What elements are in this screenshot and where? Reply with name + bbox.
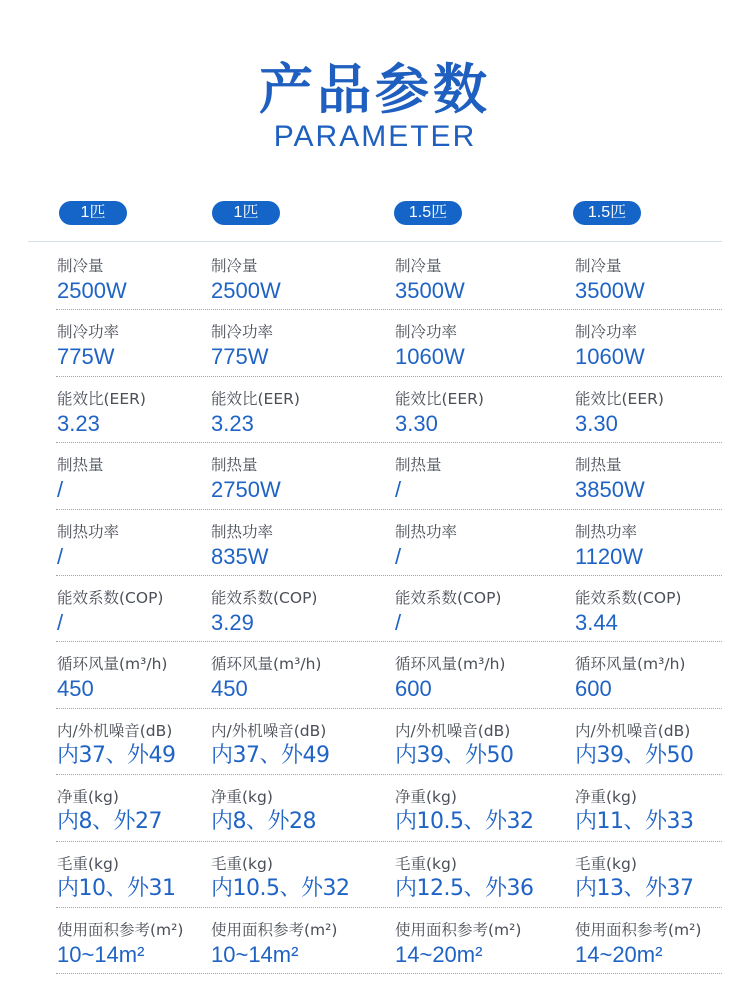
table-cell — [57, 389, 146, 438]
param-value: 内37、外49 — [211, 742, 330, 768]
model-badge: 1.5匹 — [573, 201, 641, 225]
table-cell — [211, 721, 330, 770]
table-cell — [575, 787, 694, 836]
param-label: 内/外机噪音(dB) — [211, 721, 327, 740]
param-value: 1060W — [395, 344, 465, 370]
param-value: 450 — [57, 676, 94, 702]
table-cell — [395, 854, 533, 903]
table-cell — [575, 322, 645, 371]
param-label: 制热功率 — [395, 522, 458, 541]
table-row — [0, 510, 750, 576]
table-cell — [211, 256, 281, 305]
param-value: / — [57, 609, 64, 635]
table-row — [0, 244, 750, 310]
param-value: 14~20m² — [395, 941, 483, 967]
param-label: 毛重(kg) — [395, 854, 457, 873]
param-label: 制冷量 — [395, 257, 442, 275]
param-value: 内8、外27 — [57, 809, 162, 835]
param-value: 2500W — [57, 278, 127, 303]
table-cell — [575, 389, 664, 438]
param-label: 制热量 — [211, 456, 258, 475]
param-value: 10~14m² — [211, 941, 299, 967]
param-label: 毛重(kg) — [211, 854, 273, 873]
model-badge: 1匹 — [59, 201, 127, 225]
param-label: 净重(kg) — [211, 788, 273, 807]
table-row — [0, 310, 750, 376]
param-value: 内10、外31 — [57, 875, 176, 901]
param-label: 内/外机噪音(dB) — [57, 721, 173, 740]
table-cell — [211, 455, 281, 504]
param-value: 1120W — [575, 543, 644, 569]
param-label: 循环风量(m³/h) — [395, 655, 506, 674]
table-cell — [395, 721, 514, 770]
param-value: 2750W — [211, 477, 281, 503]
param-value: 内10.5、外32 — [211, 875, 350, 901]
table-cell — [211, 920, 337, 969]
param-value: 2500W — [211, 278, 281, 303]
param-value: 600 — [395, 676, 432, 702]
table-cell — [211, 787, 316, 836]
table-cell — [395, 389, 484, 438]
param-value: 内11、外33 — [575, 809, 694, 835]
page-subtitle: PARAMETER — [273, 120, 477, 153]
param-value: / — [395, 477, 402, 503]
param-value: 600 — [575, 676, 612, 702]
param-value: 775W — [211, 344, 269, 370]
param-label: 制冷功率 — [211, 323, 274, 342]
param-label: 毛重(kg) — [575, 854, 637, 873]
table-cell — [57, 322, 119, 371]
param-label: 制冷功率 — [395, 323, 458, 342]
table-cell — [395, 455, 442, 504]
table-row — [0, 377, 750, 443]
param-value: 3.30 — [575, 410, 618, 436]
param-label: 制热功率 — [575, 522, 638, 541]
param-label: 循环风量(m³/h) — [211, 655, 322, 674]
param-label: 制冷量 — [57, 257, 104, 275]
divider — [28, 241, 722, 242]
param-value: 3.30 — [395, 410, 438, 436]
param-label: 制热量 — [395, 456, 442, 475]
param-label: 使用面积参考(m²) — [57, 920, 184, 939]
param-label: 制热量 — [575, 456, 622, 475]
param-value: 内39、外50 — [575, 742, 694, 768]
param-label: 能效比(EER) — [575, 389, 664, 408]
param-label: 能效比(EER) — [395, 389, 484, 408]
table-cell — [575, 721, 694, 770]
param-value: 3.23 — [57, 410, 100, 436]
param-value: 3.23 — [211, 410, 254, 436]
table-cell — [395, 654, 505, 703]
table-row — [0, 443, 750, 509]
table-row — [0, 709, 750, 775]
table-cell — [395, 920, 521, 969]
table-cell — [57, 654, 167, 703]
param-label: 使用面积参考(m²) — [395, 920, 522, 939]
param-value: 835W — [211, 543, 269, 569]
param-label: 能效系数(COP) — [211, 588, 318, 607]
table-cell — [57, 721, 176, 770]
param-label: 制冷功率 — [575, 323, 638, 342]
page-title: 产品参数 — [259, 58, 491, 121]
param-label: 制热功率 — [211, 522, 274, 541]
param-value: / — [57, 477, 64, 503]
table-row — [0, 642, 750, 708]
table-cell — [575, 854, 694, 903]
param-label: 能效系数(COP) — [395, 588, 502, 607]
table-cell — [57, 455, 104, 504]
table-cell — [57, 588, 163, 637]
param-value: 3.44 — [575, 609, 618, 635]
param-value: 内10.5、外32 — [395, 809, 534, 835]
table-cell — [395, 256, 465, 305]
param-value: 3.29 — [211, 609, 254, 635]
param-label: 能效系数(COP) — [575, 588, 682, 607]
table-cell — [211, 588, 317, 637]
param-label: 使用面积参考(m²) — [575, 920, 702, 939]
parameter-table — [0, 244, 750, 974]
table-cell — [57, 787, 162, 836]
table-cell — [575, 654, 685, 703]
table-cell — [575, 588, 681, 637]
table-cell — [211, 654, 321, 703]
param-value: 内39、外50 — [395, 742, 514, 768]
param-label: 内/外机噪音(dB) — [575, 721, 691, 740]
table-cell — [395, 522, 457, 571]
table-cell — [575, 522, 643, 571]
row-divider — [56, 973, 722, 974]
param-label: 能效比(EER) — [211, 389, 300, 408]
table-row — [0, 775, 750, 841]
param-label: 循环风量(m³/h) — [57, 655, 168, 674]
param-value: 1060W — [575, 344, 645, 370]
param-value: 14~20m² — [575, 941, 663, 967]
param-value: 内8、外28 — [211, 809, 316, 835]
table-cell — [395, 787, 533, 836]
param-label: 制热量 — [57, 456, 104, 475]
param-value: / — [395, 609, 402, 635]
param-label: 使用面积参考(m²) — [211, 920, 338, 939]
table-cell — [395, 588, 501, 637]
param-label: 制冷量 — [211, 257, 258, 275]
param-value: 450 — [211, 676, 248, 702]
table-row — [0, 908, 750, 974]
table-cell — [57, 256, 127, 305]
table-cell — [211, 522, 273, 571]
table-row — [0, 576, 750, 642]
param-label: 净重(kg) — [395, 788, 457, 807]
table-cell — [211, 322, 273, 371]
param-value: 10~14m² — [57, 941, 145, 967]
param-value: 775W — [57, 344, 115, 370]
param-label: 净重(kg) — [575, 788, 637, 807]
param-label: 能效系数(COP) — [57, 588, 164, 607]
table-row — [0, 842, 750, 908]
param-label: 毛重(kg) — [57, 854, 119, 873]
param-value: 内12.5、外36 — [395, 875, 534, 901]
param-label: 内/外机噪音(dB) — [395, 721, 511, 740]
model-badge: 1匹 — [212, 201, 280, 225]
table-cell — [57, 522, 119, 571]
model-badge-row — [0, 201, 750, 227]
param-label: 制冷功率 — [57, 323, 120, 342]
param-value: 3500W — [395, 278, 465, 303]
param-value: 内13、外37 — [575, 875, 694, 901]
param-label: 净重(kg) — [57, 788, 119, 807]
table-cell — [575, 920, 701, 969]
table-cell — [211, 389, 300, 438]
table-cell — [211, 854, 349, 903]
param-label: 制冷量 — [575, 257, 622, 275]
table-cell — [395, 322, 465, 371]
table-cell — [575, 455, 645, 504]
param-value: / — [395, 543, 402, 569]
param-value: 3850W — [575, 477, 645, 503]
table-cell — [575, 256, 645, 305]
param-label: 制热功率 — [57, 522, 120, 541]
param-label: 能效比(EER) — [57, 389, 146, 408]
param-label: 循环风量(m³/h) — [575, 655, 686, 674]
model-badge: 1.5匹 — [394, 201, 462, 225]
param-value: 3500W — [575, 278, 645, 303]
param-value: / — [57, 543, 64, 569]
param-value: 内37、外49 — [57, 742, 176, 768]
table-cell — [57, 854, 176, 903]
table-cell — [57, 920, 183, 969]
